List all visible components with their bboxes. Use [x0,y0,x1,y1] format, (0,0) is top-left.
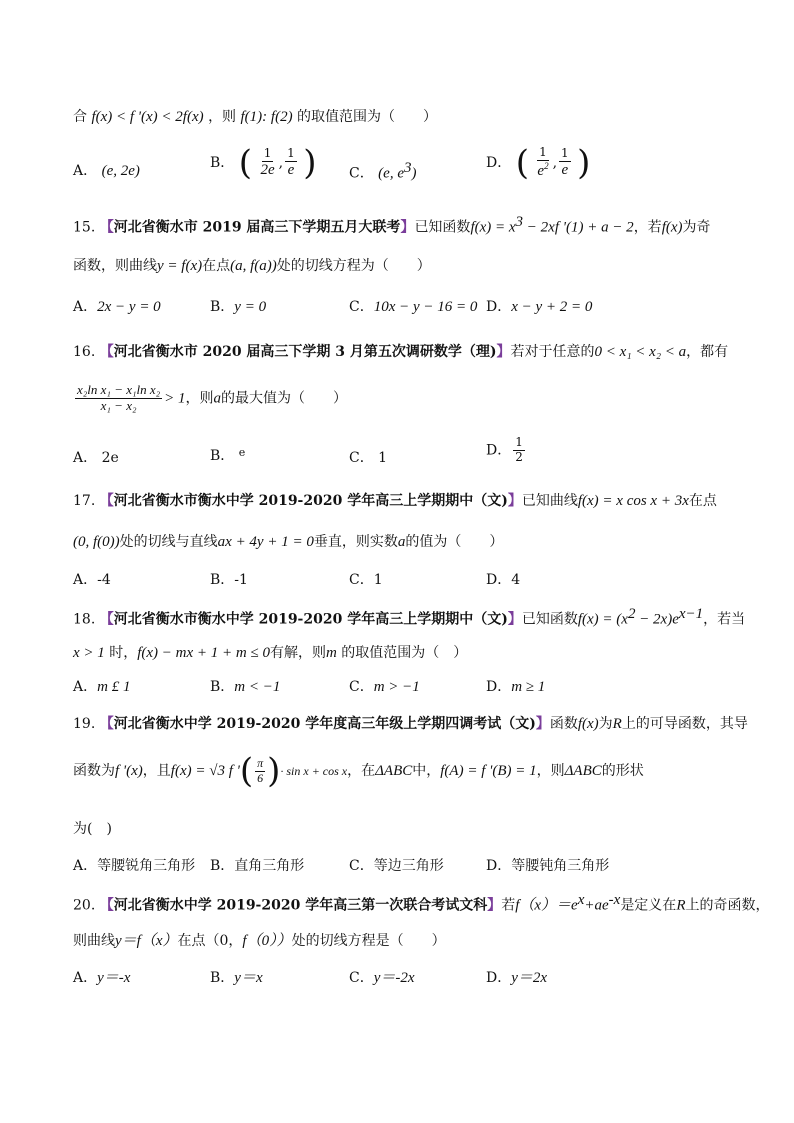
q16-stem-line2: $\frac{\text{x₂ln x₁ − x₁ln x₂}}{\text{x₁ − x₂}}$ > 1，则a的最大值为（ ） [77,382,348,413]
q20-stem-line1: 20. 【河北省衡水中学 2019-2020 学年高三第一次联合考试文科】若$f(x)=e^x+ae^{-x}$是定义在R上的奇函数， [73,892,770,914]
q17-option-a[interactable]: A．-4 [73,572,111,588]
q17-stem-line1: 17. 【河北省衡水市衡水中学 2019-2020 学年高三上学期期中（文)】已知曲线f(x) = x cos x + 3x在点 [73,493,717,509]
q14-ratio: f(1): f(2) [240,109,293,125]
q20-option-c[interactable]: C．y＝-2x [349,970,415,986]
q18-option-d[interactable]: D．m ≥ 1 [486,679,546,695]
question-number: 20. [73,897,96,914]
q17-option-d[interactable]: D．4 [486,572,521,588]
q14-option-d[interactable]: D． ( $\frac{1}{e^2}$ , $\frac{1}{e}$ ) [486,143,591,184]
fraction: $\frac{1}{e^2}$ [537,145,549,179]
option-value: (e, e [378,165,404,182]
q16-option-a[interactable]: A． 2e [73,450,119,466]
q18-option-c[interactable]: C．m > −1 [349,679,420,695]
q19-option-b[interactable]: B．直角三角形 [210,858,305,874]
fraction: $\frac{1}{2e}$ [260,145,275,178]
q18-option-b[interactable]: B．m < −1 [210,679,281,695]
question-number: 18. [73,611,96,628]
q19-option-a[interactable]: A．等腰锐角三角形 [73,858,196,874]
q16-option-c[interactable]: C． 1 [349,450,388,466]
option-label: A． [73,163,98,179]
question-source: 【河北省衡水市衡水中学 2019-2020 学年高三上学期期中（文)】 [99,493,522,509]
q14-text: 的取值范围为（ ） [297,109,438,125]
q14-text: 合 [73,109,87,125]
question-number: 16. [73,344,96,360]
fraction: $\frac{1}{2}$ [515,435,523,464]
q20-option-b[interactable]: B．y＝x [210,970,263,986]
q14-option-c[interactable] [349,160,416,183]
q19-stem-line1: 19. 【河北省衡水中学 2019-2020 学年度高三年级上学期四调考试（文)】函数f(x)为R上的可导函数，其导 [73,716,748,732]
q14-option-a[interactable] [73,160,140,180]
option-label: C． [349,165,374,182]
fraction: $\frac{1}{e}$ [561,146,569,178]
q17-stem-line2: (0, f(0))处的切线与直线ax + 4y + 1 = 0垂直，则实数a的值为（ ） [73,534,504,550]
question-source: 【河北省衡水市 2019 届高三下学期五月大联考】 [99,219,415,236]
q18-stem-line1: 18. 【河北省衡水市衡水中学 2019-2020 学年高三上学期期中（文)】已知函数$f(x) = (x^2 - 2x)e^{x-1}$，若当 [73,606,746,628]
question-source: 【河北省衡水中学 2019-2020 学年高三第一次联合考试文科】 [99,897,502,914]
q20-stem-line2: 则曲线y＝f（x）在点（0，f（0））处的切线方程是（ ） [73,933,446,949]
q16-option-b[interactable]: B． $^e$ [210,446,246,464]
option-label: B． [210,155,235,171]
q16-option-d[interactable]: D． $\frac{1}{2}$ [486,435,523,464]
option-sup: 3 [403,160,412,176]
q19-stem-line3: 为( ) [73,821,112,837]
q14-option-b[interactable]: B． ( $\frac{1}{2e}$ , $\frac{1}{e}$ ) [210,143,317,183]
question-number: 15. [73,219,96,236]
question-source: 【河北省衡水市衡水中学 2019-2020 学年高三上学期期中（文)】 [99,611,522,628]
question-number: 17. [73,493,96,509]
q15-stem-line2: 函数，则曲线y = f(x)在点(a, f(a))处的切线方程为（ ） [73,258,431,274]
q14-stem-tail [73,106,437,126]
q19-option-d[interactable]: D．等腰钝角三角形 [486,858,610,874]
pi-over-6-fraction: $\frac{\pi}{6}$ [257,755,264,785]
q14-text: ，则 [208,109,237,125]
q17-option-b[interactable]: B．-1 [210,572,248,588]
q16-stem-line1: 16. 【河北省衡水市 2020 届高三下学期 3 月第五次调研数学（理)】若对于任意的0 < x₁ < x₂ < a，都有 [73,344,729,360]
q16-inequality-fraction: $\frac{\text{x₂ln x₁ − x₁ln x₂}}{\text{x₁ − x₂}}$ [77,382,161,413]
q15-option-a[interactable]: A．2x − y = 0 [73,299,161,315]
question-number: 19. [73,716,96,732]
option-value: ) [411,165,417,182]
q19-option-c[interactable]: C．等边三角形 [349,858,444,874]
q17-option-c[interactable]: C．1 [349,572,383,588]
q14-condition: f(x) < f '(x) < 2f(x) [91,109,204,125]
q15-option-c[interactable]: C．10x − y − 16 = 0 [349,299,478,315]
option-value: (e, 2e) [101,163,140,179]
q19-stem-line2: 函数为f '(x)，且f(x) = √3 f '( $\frac{\pi}{6}$ )· sin x + cos x，在ΔABC中，f(A) = f '(B) = 1，则ΔABC的形状 [73,751,644,791]
fraction: $\frac{1}{e}$ [287,145,295,178]
question-source: 【河北省衡水市 2020 届高三下学期 3 月第五次调研数学（理)】 [99,344,511,360]
question-source: 【河北省衡水中学 2019-2020 学年度高三年级上学期四调考试（文)】 [99,716,550,732]
option-label: D． [486,155,512,172]
q15-stem-line1: 15. 【河北省衡水市 2019 届高三下学期五月大联考】已知函数$f(x) = x^3 - 2xf$ '(1) + a − 2，若f(x)为奇 [73,214,711,236]
q15-option-d[interactable]: D．x − y + 2 = 0 [486,299,593,315]
q15-option-b[interactable]: B．y = 0 [210,299,267,315]
q18-stem-line2: x > 1 时，f(x) − mx + 1 + m ≤ 0有解，则m 的取值范围为（ ） [73,645,468,661]
q20-option-a[interactable]: A．y＝-x [73,970,131,986]
q18-option-a[interactable]: A．m £ 1 [73,679,131,695]
q20-option-d[interactable]: D．y＝2x [486,970,548,986]
